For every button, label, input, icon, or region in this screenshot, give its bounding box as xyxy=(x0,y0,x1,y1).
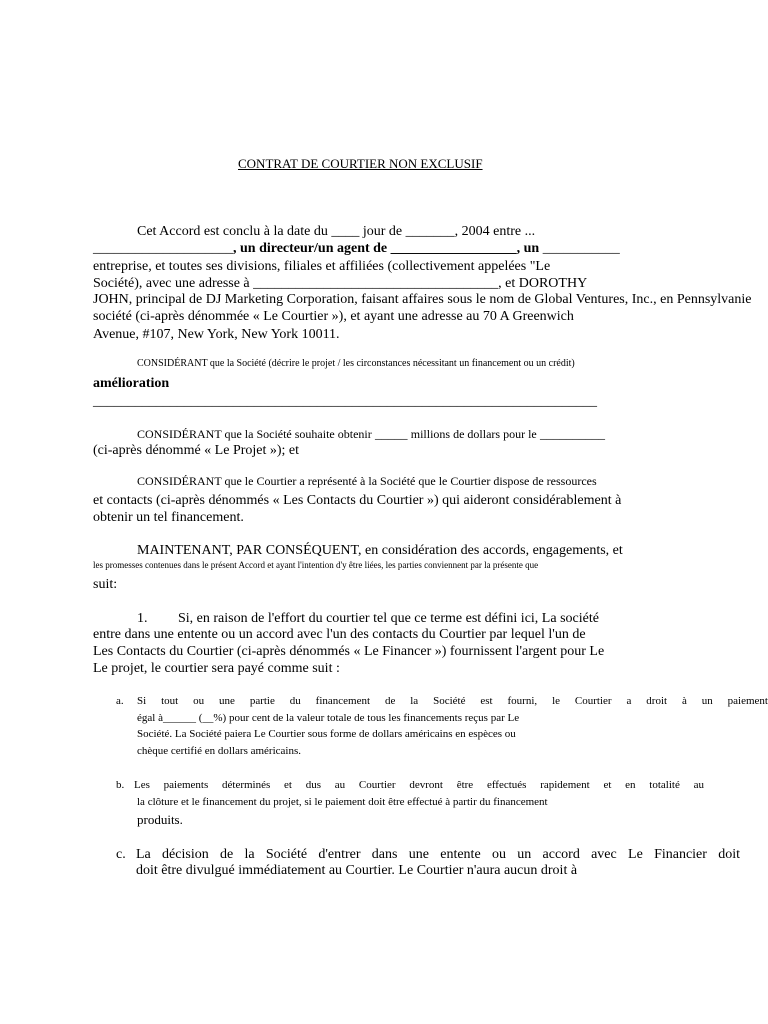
list-item-line: Les paiements déterminés et dus au Courtier devront être effectués rapidement et en totalité au xyxy=(134,779,704,791)
list-item-line: doit être divulgué immédiatement au Courtier. Le Courtier n'aura aucun droit à xyxy=(136,863,578,878)
intro-line xyxy=(93,241,620,257)
list-item-line: produits. xyxy=(137,812,183,827)
clause-line: Le projet, le courtier sera payé comme suit : xyxy=(93,661,340,676)
blank-field: ___________ xyxy=(539,241,620,256)
clause-number: 1. xyxy=(137,611,148,626)
whereas-line: CONSIDÉRANT que le Courtier a représenté à la Société que le Courtier dispose de ressources xyxy=(137,474,597,488)
intro-line: Société), avec une adresse à ___________________________________, et DOROTHY xyxy=(93,276,588,291)
list-item-line: Si tout ou une partie du financement de la Société est fourni, le Courtier a droit à un paiement xyxy=(137,695,768,707)
intro-line: société (ci-après dénommée « Le Courtier »), et ayant une adresse au 70 A Greenwich xyxy=(93,309,574,324)
clause-line: entre dans une entente ou un accord avec l'un des contacts du Courtier par lequel l'un de xyxy=(93,627,586,642)
whereas-line: et contacts (ci-après dénommés « Les Contacts du Courtier ») qui aideront considérablement à xyxy=(93,493,622,508)
whereas-line: amélioration xyxy=(93,376,170,391)
director-agent-text: , un directeur/un agent de __________________, un xyxy=(233,241,540,256)
list-item-line: chèque certifié en dollars américains. xyxy=(137,745,302,757)
list-item-label: b. xyxy=(116,779,125,791)
intro-line: entreprise, et toutes ses divisions, filiales et affiliées (collectivement appelées "Le xyxy=(93,259,551,274)
blank-field: ____________________ xyxy=(93,241,233,256)
blank-field: _____ xyxy=(371,426,411,441)
blank-line: ________________________________________________________________________ xyxy=(93,394,597,409)
list-item-line: égal à______ (__%) pour cent de la valeur totale de tous les financements reçus par Le xyxy=(137,712,520,724)
whereas-line: CONSIDÉRANT que la Société (décrire le projet / les circonstances nécessitant un financement ou un crédit) xyxy=(137,358,575,369)
intro-line: Avenue, #107, New York, New York 10011. xyxy=(93,327,340,342)
now-line: suit: xyxy=(93,577,118,592)
whereas-line: (ci-après dénommé « Le Projet »); et xyxy=(93,443,300,458)
whereas-text: CONSIDÉRANT que la Société souhaite obtenir xyxy=(137,427,372,441)
list-item-label: c. xyxy=(116,847,126,862)
list-item-line: Société. La Société paiera Le Courtier sous forme de dollars américains en espèces ou xyxy=(137,728,516,740)
intro-line: Cet Accord est conclu à la date du ____ jour de _______, 2004 entre ... xyxy=(137,224,536,239)
document-title: CONTRAT DE COURTIER NON EXCLUSIF xyxy=(238,156,483,171)
now-line: les promesses contenues dans le présent Accord et ayant l'intention d'y être liées, les parties conviennent par la présente que xyxy=(93,560,539,570)
blank-field: __________ xyxy=(536,426,605,441)
now-line: MAINTENANT, PAR CONSÉQUENT, en considération des accords, engagements, et xyxy=(137,543,623,558)
whereas-text: millions de dollars pour le xyxy=(410,427,537,441)
clause-line: Si, en raison de l'effort du courtier tel que ce terme est défini ici, La société xyxy=(178,611,599,626)
intro-line: JOHN, principal de DJ Marketing Corporation, faisant affaires sous le nom de Global Ventures, Inc., en Pennsylvanie xyxy=(93,292,752,307)
whereas-line xyxy=(137,425,605,443)
list-item-line: La décision de la Société d'entrer dans une entente ou un accord avec Le Financier doit xyxy=(136,847,740,862)
list-item-line: la clôture et le financement du projet, si le paiement doit être effectué à partir du financement xyxy=(137,796,548,808)
clause-line: Les Contacts du Courtier (ci-après dénommés « Le Financer ») fournissent l'argent pour Le xyxy=(93,644,605,659)
whereas-line: obtenir un tel financement. xyxy=(93,510,244,525)
list-item-label: a. xyxy=(116,695,124,707)
